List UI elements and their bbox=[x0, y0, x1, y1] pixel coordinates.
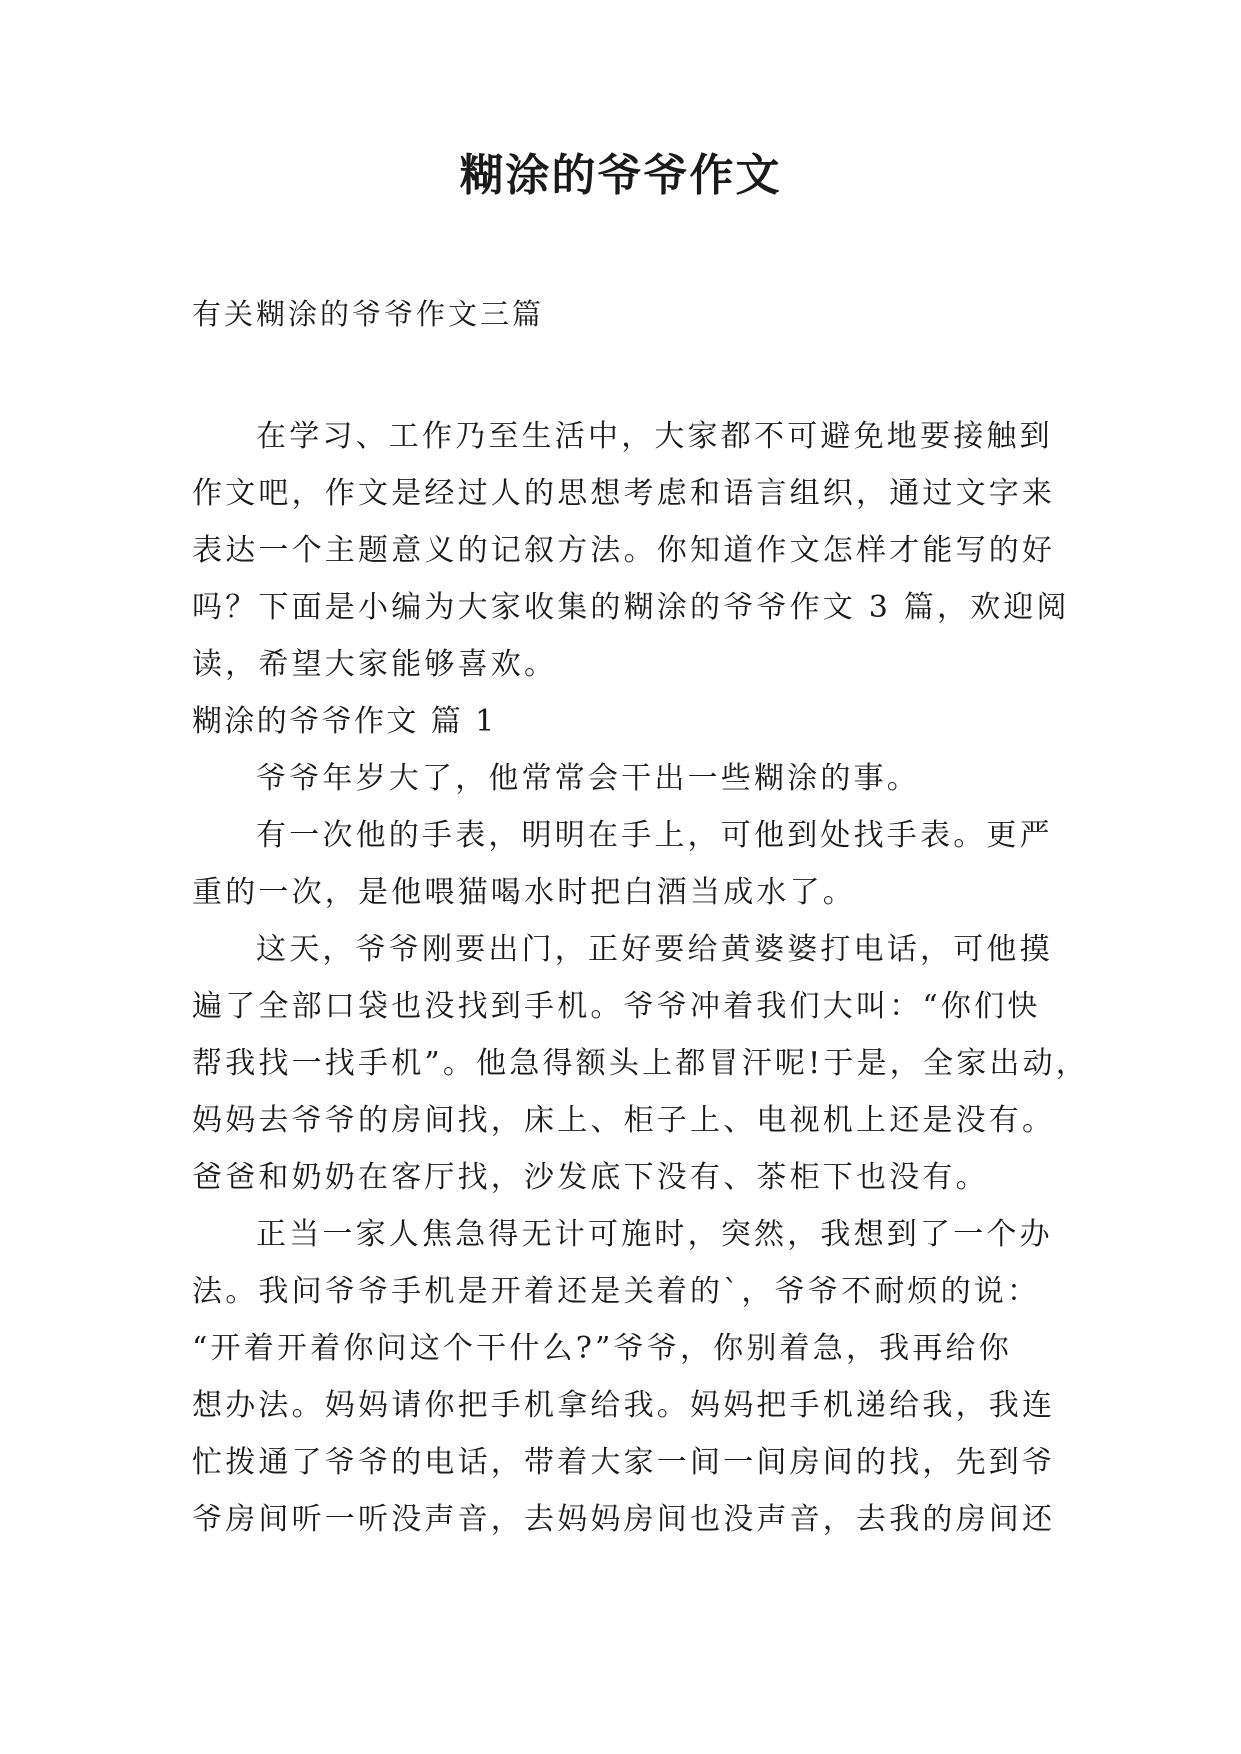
paragraph-line: 有一次他的手表，明明在手上，可他到处找手表。更严 bbox=[256, 818, 1053, 853]
paragraph-line: “开着开着你问这个干什么?”爷爷，你别着急，我再给你 bbox=[192, 1331, 1012, 1366]
section-heading: 糊涂的爷爷作文 篇 1 bbox=[192, 704, 497, 739]
paragraph-line: 重的一次，是他喂猫喝水时把白酒当成水了。 bbox=[192, 875, 856, 910]
paragraph-line: 爷房间听一听没声音，去妈妈房间也没声音，去我的房间还 bbox=[192, 1502, 1056, 1537]
paragraph-line: 帮我找一找手机”。他急得额头上都冒汗呢!于是，全家出动， bbox=[192, 1046, 1089, 1081]
paragraph-line: 爷爷年岁大了，他常常会干出一些糊涂的事。 bbox=[256, 761, 920, 796]
paragraph-line: 读，希望大家能够喜欢。 bbox=[192, 647, 558, 682]
paragraph-line: 法。我问爷爷手机是开着还是关着的`，爷爷不耐烦的说： bbox=[192, 1274, 1041, 1309]
paragraph-line: 忙拨通了爷爷的电话，带着大家一间一间房间的找，先到爷 bbox=[192, 1445, 1056, 1480]
paragraph-line: 作文吧，作文是经过人的思想考虑和语言组织，通过文字来 bbox=[192, 476, 1056, 511]
document-subtitle: 有关糊涂的爷爷作文三篇 bbox=[192, 297, 545, 331]
paragraph-line: 在学习、工作乃至生活中，大家都不可避免地要接触到 bbox=[256, 419, 1053, 454]
paragraph-line: 妈妈去爷爷的房间找，床上、柜子上、电视机上还是没有。 bbox=[192, 1103, 1056, 1138]
paragraph-line: 想办法。妈妈请你把手机拿给我。妈妈把手机递给我，我连 bbox=[192, 1388, 1056, 1423]
paragraph-line: 遍了全部口袋也没找到手机。爷爷冲着我们大叫：“你们快 bbox=[192, 989, 1041, 1024]
paragraph-line: 吗？下面是小编为大家收集的糊涂的爷爷作文 3 篇，欢迎阅 bbox=[192, 590, 1070, 625]
paragraph-line: 爸爸和奶奶在客厅找，沙发底下没有、茶柜下也没有。 bbox=[192, 1160, 989, 1195]
document-title: 糊涂的爷爷作文 bbox=[459, 150, 782, 201]
document-body bbox=[192, 408, 1089, 1548]
paragraph-line: 这天，爷爷刚要出门，正好要给黄婆婆打电话，可他摸 bbox=[256, 932, 1053, 967]
paragraph-line: 表达一个主题意义的记叙方法。你知道作文怎样才能写的好 bbox=[192, 533, 1056, 568]
paragraph-line: 正当一家人焦急得无计可施时，突然，我想到了一个办 bbox=[256, 1217, 1053, 1252]
